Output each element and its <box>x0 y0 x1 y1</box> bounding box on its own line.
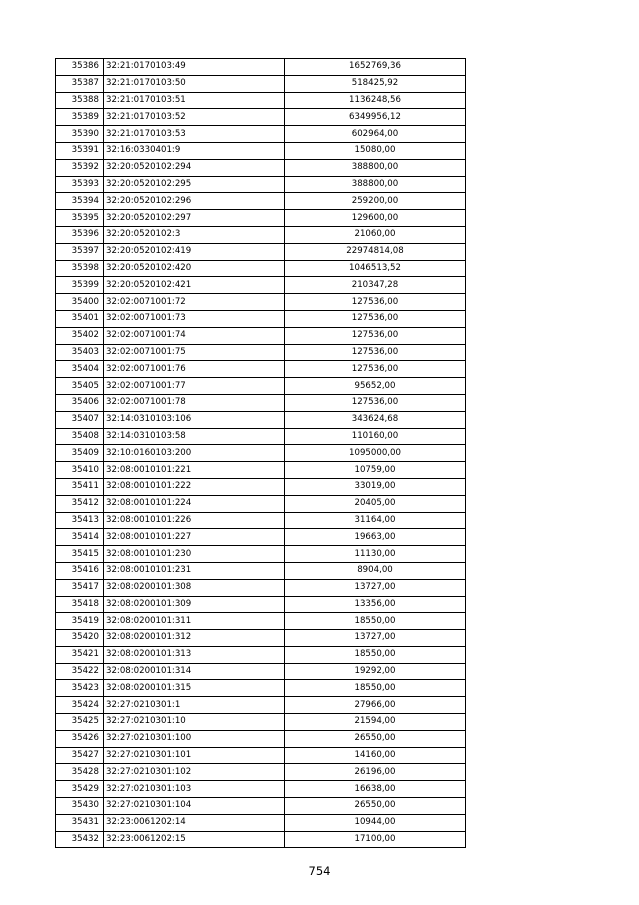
cadastral-value-cell: 20405,00 <box>285 495 466 512</box>
table-row <box>56 75 466 92</box>
table-row <box>56 394 466 411</box>
cadastral-value-cell: 31164,00 <box>285 512 466 529</box>
table-row <box>56 579 466 596</box>
cadastral-number-cell: 32:21:0170103:50 <box>104 75 285 92</box>
row-number-cell: 35386 <box>56 59 104 76</box>
cadastral-number-cell: 32:20:0520102:3 <box>104 226 285 243</box>
table-row <box>56 478 466 495</box>
table-row <box>56 378 466 395</box>
cadastral-number-cell: 32:14:0310103:106 <box>104 411 285 428</box>
cadastral-number-cell: 32:08:0200101:312 <box>104 630 285 647</box>
cadastral-number-cell: 32:21:0170103:51 <box>104 92 285 109</box>
row-number-cell: 35398 <box>56 260 104 277</box>
row-number-cell: 35419 <box>56 613 104 630</box>
row-number-cell: 35394 <box>56 193 104 210</box>
table-row <box>56 361 466 378</box>
row-number-cell: 35396 <box>56 226 104 243</box>
row-number-cell: 35387 <box>56 75 104 92</box>
cadastral-number-cell: 32:20:0520102:296 <box>104 193 285 210</box>
cadastral-value-cell: 26550,00 <box>285 730 466 747</box>
table-row <box>56 831 466 848</box>
cadastral-value-cell: 15080,00 <box>285 142 466 159</box>
cadastral-number-cell: 32:02:0071001:75 <box>104 344 285 361</box>
table-row <box>56 142 466 159</box>
cadastral-value-cell: 6349956,12 <box>285 109 466 126</box>
cadastral-value-cell: 1652769,36 <box>285 59 466 76</box>
cadastral-number-cell: 32:16:0330401:9 <box>104 142 285 159</box>
row-number-cell: 35432 <box>56 831 104 848</box>
row-number-cell: 35417 <box>56 579 104 596</box>
cadastral-number-cell: 32:23:0061202:14 <box>104 814 285 831</box>
row-number-cell: 35424 <box>56 697 104 714</box>
cadastral-number-cell: 32:20:0520102:421 <box>104 277 285 294</box>
table-row <box>56 126 466 143</box>
row-number-cell: 35410 <box>56 462 104 479</box>
cadastral-value-cell: 110160,00 <box>285 428 466 445</box>
row-number-cell: 35415 <box>56 546 104 563</box>
table-row <box>56 210 466 227</box>
table-row <box>56 730 466 747</box>
row-number-cell: 35391 <box>56 142 104 159</box>
cadastral-value-cell: 10759,00 <box>285 462 466 479</box>
row-number-cell: 35414 <box>56 529 104 546</box>
cadastral-value-cell: 22974814,08 <box>285 243 466 260</box>
cadastral-value-cell: 14160,00 <box>285 747 466 764</box>
cadastral-number-cell: 32:20:0520102:295 <box>104 176 285 193</box>
table-row <box>56 529 466 546</box>
cadastral-value-cell: 26196,00 <box>285 764 466 781</box>
cadastral-value-cell: 19292,00 <box>285 663 466 680</box>
cadastral-value-cell: 8904,00 <box>285 562 466 579</box>
row-number-cell: 35429 <box>56 781 104 798</box>
cadastral-number-cell: 32:27:0210301:104 <box>104 798 285 815</box>
row-number-cell: 35389 <box>56 109 104 126</box>
cadastral-number-cell: 32:08:0200101:308 <box>104 579 285 596</box>
cadastral-value-cell: 11130,00 <box>285 546 466 563</box>
row-number-cell: 35406 <box>56 394 104 411</box>
table-row <box>56 277 466 294</box>
table-row <box>56 512 466 529</box>
table-row <box>56 697 466 714</box>
table-row <box>56 193 466 210</box>
cadastral-value-cell: 18550,00 <box>285 613 466 630</box>
row-number-cell: 35409 <box>56 445 104 462</box>
cadastral-number-cell: 32:08:0010101:227 <box>104 529 285 546</box>
cadastral-number-cell: 32:02:0071001:74 <box>104 327 285 344</box>
cadastral-value-cell: 1136248,56 <box>285 92 466 109</box>
cadastral-value-cell: 26550,00 <box>285 798 466 815</box>
table-row <box>56 176 466 193</box>
row-number-cell: 35405 <box>56 378 104 395</box>
cadastral-number-cell: 32:27:0210301:101 <box>104 747 285 764</box>
row-number-cell: 35418 <box>56 596 104 613</box>
table-row <box>56 310 466 327</box>
table-row <box>56 630 466 647</box>
row-number-cell: 35400 <box>56 294 104 311</box>
table-row <box>56 159 466 176</box>
cadastral-number-cell: 32:08:0010101:222 <box>104 478 285 495</box>
cadastral-value-cell: 1046513,52 <box>285 260 466 277</box>
cadastral-number-cell: 32:08:0010101:231 <box>104 562 285 579</box>
row-number-cell: 35403 <box>56 344 104 361</box>
table-row <box>56 814 466 831</box>
cadastral-number-cell: 32:20:0520102:294 <box>104 159 285 176</box>
cadastral-value-cell: 127536,00 <box>285 310 466 327</box>
cadastral-value-cell: 18550,00 <box>285 646 466 663</box>
cadastral-number-cell: 32:23:0061202:15 <box>104 831 285 848</box>
row-number-cell: 35407 <box>56 411 104 428</box>
cadastral-value-cell: 19663,00 <box>285 529 466 546</box>
table-row <box>56 596 466 613</box>
row-number-cell: 35390 <box>56 126 104 143</box>
cadastral-number-cell: 32:14:0310103:58 <box>104 428 285 445</box>
cadastral-value-cell: 10944,00 <box>285 814 466 831</box>
cadastral-number-cell: 32:02:0071001:76 <box>104 361 285 378</box>
cadastral-number-cell: 32:27:0210301:10 <box>104 714 285 731</box>
row-number-cell: 35408 <box>56 428 104 445</box>
cadastral-number-cell: 32:21:0170103:53 <box>104 126 285 143</box>
row-number-cell: 35425 <box>56 714 104 731</box>
row-number-cell: 35393 <box>56 176 104 193</box>
cadastral-number-cell: 32:27:0210301:103 <box>104 781 285 798</box>
cadastral-number-cell: 32:21:0170103:52 <box>104 109 285 126</box>
cadastral-value-cell: 210347,28 <box>285 277 466 294</box>
cadastral-number-cell: 32:08:0200101:309 <box>104 596 285 613</box>
row-number-cell: 35423 <box>56 680 104 697</box>
row-number-cell: 35426 <box>56 730 104 747</box>
row-number-cell: 35402 <box>56 327 104 344</box>
cadastral-value-cell: 95652,00 <box>285 378 466 395</box>
row-number-cell: 35399 <box>56 277 104 294</box>
row-number-cell: 35431 <box>56 814 104 831</box>
table-row <box>56 445 466 462</box>
row-number-cell: 35416 <box>56 562 104 579</box>
cadastral-number-cell: 32:02:0071001:77 <box>104 378 285 395</box>
row-number-cell: 35404 <box>56 361 104 378</box>
table-row <box>56 495 466 512</box>
cadastral-value-cell: 518425,92 <box>285 75 466 92</box>
cadastral-value-cell: 127536,00 <box>285 394 466 411</box>
table-row <box>56 562 466 579</box>
row-number-cell: 35421 <box>56 646 104 663</box>
row-number-cell: 35413 <box>56 512 104 529</box>
table-row <box>56 613 466 630</box>
table-row <box>56 781 466 798</box>
row-number-cell: 35397 <box>56 243 104 260</box>
cadastral-number-cell: 32:27:0210301:1 <box>104 697 285 714</box>
table-row <box>56 764 466 781</box>
row-number-cell: 35388 <box>56 92 104 109</box>
cadastral-number-cell: 32:27:0210301:100 <box>104 730 285 747</box>
cadastral-value-cell: 27966,00 <box>285 697 466 714</box>
cadastral-number-cell: 32:20:0520102:419 <box>104 243 285 260</box>
table-row <box>56 462 466 479</box>
table-row <box>56 327 466 344</box>
cadastral-number-cell: 32:08:0010101:230 <box>104 546 285 563</box>
table-row <box>56 411 466 428</box>
table-row <box>56 59 466 76</box>
cadastral-value-cell: 18550,00 <box>285 680 466 697</box>
cadastral-number-cell: 32:08:0200101:311 <box>104 613 285 630</box>
table-row <box>56 294 466 311</box>
cadastral-value-cell: 602964,00 <box>285 126 466 143</box>
table-row <box>56 243 466 260</box>
cadastral-number-cell: 32:10:0160103:200 <box>104 445 285 462</box>
cadastral-value-cell: 16638,00 <box>285 781 466 798</box>
cadastral-value-cell: 388800,00 <box>285 176 466 193</box>
table-row <box>56 663 466 680</box>
cadastral-number-cell: 32:02:0071001:73 <box>104 310 285 327</box>
cadastral-number-cell: 32:02:0071001:72 <box>104 294 285 311</box>
cadastral-number-cell: 32:20:0520102:297 <box>104 210 285 227</box>
cadastral-number-cell: 32:21:0170103:49 <box>104 59 285 76</box>
cadastral-value-cell: 127536,00 <box>285 294 466 311</box>
table-row <box>56 344 466 361</box>
cadastral-value-cell: 129600,00 <box>285 210 466 227</box>
table-row <box>56 680 466 697</box>
table-row <box>56 798 466 815</box>
cadastral-value-cell: 127536,00 <box>285 361 466 378</box>
cadastral-value-cell: 343624,68 <box>285 411 466 428</box>
cadastral-number-cell: 32:08:0010101:224 <box>104 495 285 512</box>
table-body <box>56 59 466 848</box>
table-row <box>56 747 466 764</box>
row-number-cell: 35395 <box>56 210 104 227</box>
table-row <box>56 428 466 445</box>
row-number-cell: 35411 <box>56 478 104 495</box>
cadastral-number-cell: 32:08:0200101:314 <box>104 663 285 680</box>
row-number-cell: 35392 <box>56 159 104 176</box>
table-row <box>56 92 466 109</box>
cadastral-number-cell: 32:08:0200101:315 <box>104 680 285 697</box>
cadastral-value-cell: 17100,00 <box>285 831 466 848</box>
cadastral-value-cell: 259200,00 <box>285 193 466 210</box>
cadastral-number-cell: 32:02:0071001:78 <box>104 394 285 411</box>
row-number-cell: 35430 <box>56 798 104 815</box>
table-row <box>56 226 466 243</box>
cadastral-number-cell: 32:20:0520102:420 <box>104 260 285 277</box>
table-row <box>56 260 466 277</box>
table-row <box>56 714 466 731</box>
cadastral-value-cell: 13356,00 <box>285 596 466 613</box>
cadastral-value-cell: 21594,00 <box>285 714 466 731</box>
cadastral-number-cell: 32:27:0210301:102 <box>104 764 285 781</box>
cadastral-number-cell: 32:08:0200101:313 <box>104 646 285 663</box>
cadastral-number-cell: 32:08:0010101:226 <box>104 512 285 529</box>
table-row <box>56 646 466 663</box>
cadastral-number-cell: 32:08:0010101:221 <box>104 462 285 479</box>
row-number-cell: 35401 <box>56 310 104 327</box>
cadastral-value-cell: 1095000,00 <box>285 445 466 462</box>
cadastral-value-cell: 33019,00 <box>285 478 466 495</box>
row-number-cell: 35412 <box>56 495 104 512</box>
cadastral-value-table <box>55 58 466 848</box>
cadastral-value-cell: 21060,00 <box>285 226 466 243</box>
row-number-cell: 35427 <box>56 747 104 764</box>
cadastral-value-cell: 13727,00 <box>285 630 466 647</box>
cadastral-value-cell: 388800,00 <box>285 159 466 176</box>
row-number-cell: 35422 <box>56 663 104 680</box>
page-number: 754 <box>308 864 331 878</box>
cadastral-value-cell: 127536,00 <box>285 327 466 344</box>
cadastral-value-cell: 13727,00 <box>285 579 466 596</box>
row-number-cell: 35428 <box>56 764 104 781</box>
row-number-cell: 35420 <box>56 630 104 647</box>
table-row <box>56 546 466 563</box>
table-row <box>56 109 466 126</box>
cadastral-value-cell: 127536,00 <box>285 344 466 361</box>
